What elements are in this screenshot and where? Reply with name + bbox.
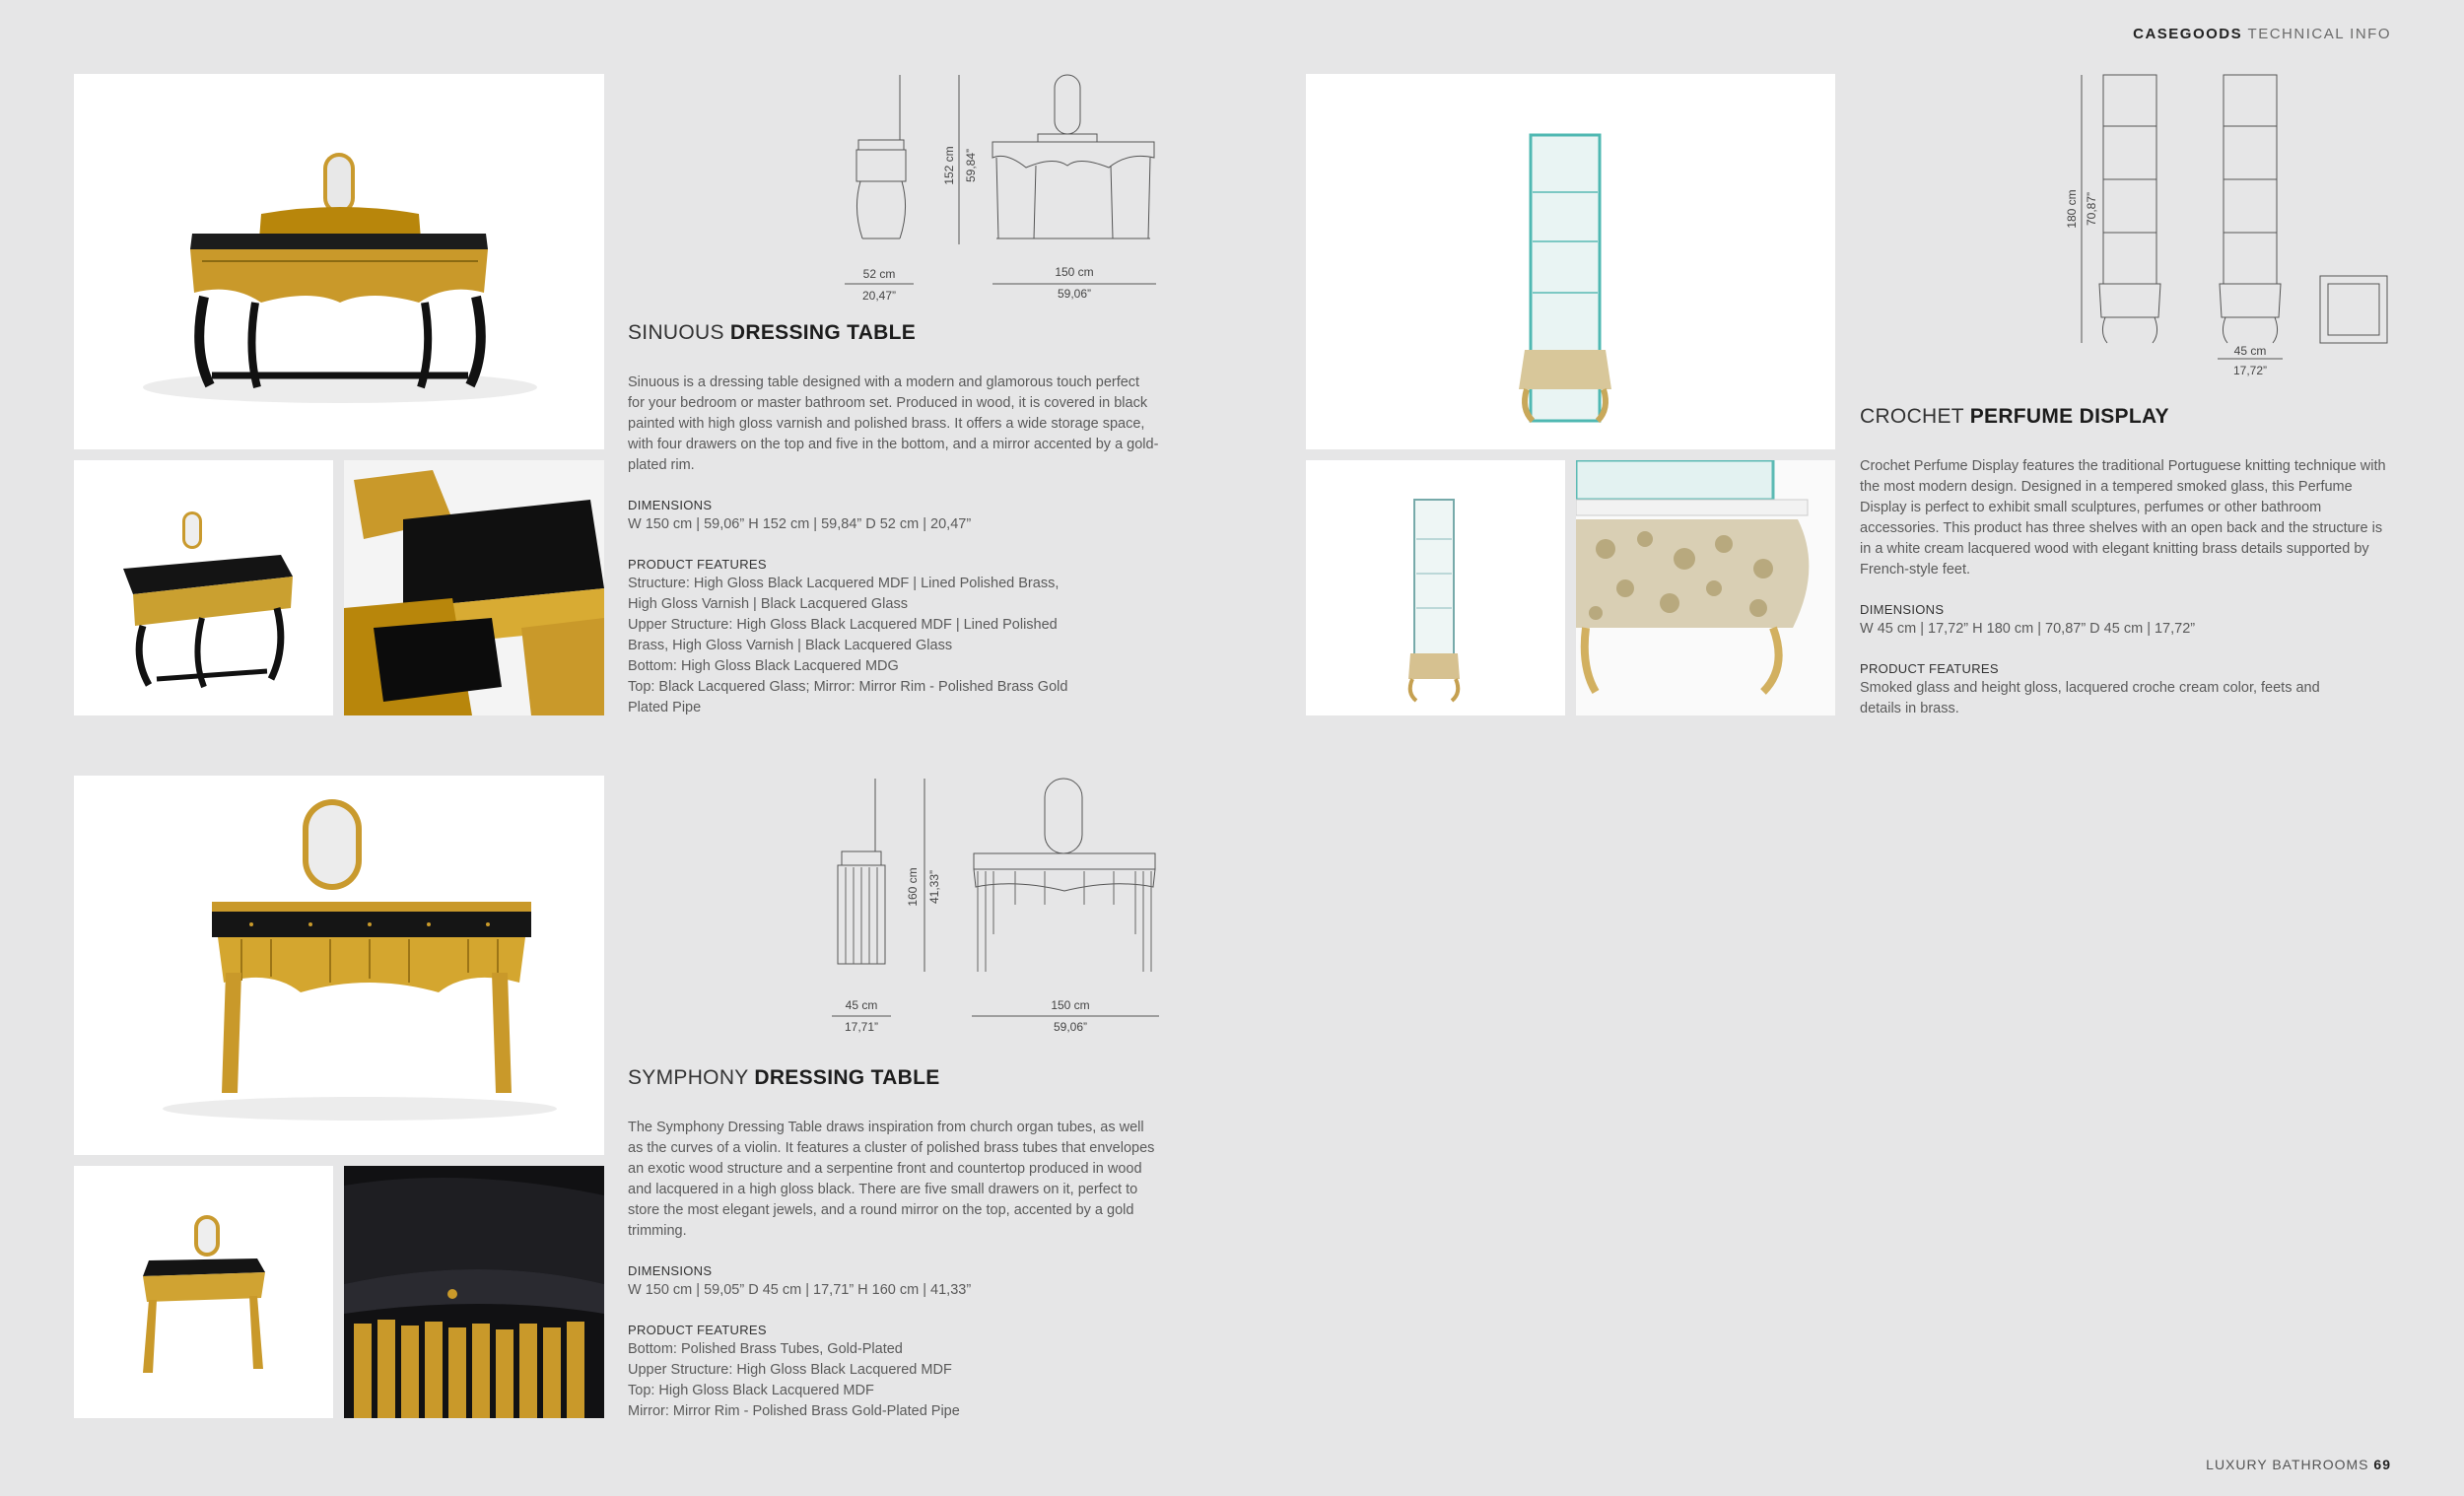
symphony-features-list: [628, 1339, 1160, 1422]
crochet-features-label: PRODUCT FEATURES: [1860, 661, 1999, 676]
crochet-dimensions-label: DIMENSIONS: [1860, 602, 1945, 617]
sinuous-title-light: SINUOUS: [628, 321, 724, 344]
feature-line: Plated Pipe: [628, 700, 702, 715]
sinuous-angle-photo: [74, 460, 333, 715]
crochet-title: [1860, 405, 2392, 429]
symphony-height-cm: 160 cm: [906, 867, 920, 907]
symphony-title-bold: DRESSING TABLE: [754, 1066, 940, 1089]
symphony-small-photo: [74, 1166, 333, 1418]
crochet-dimensions: W 45 cm | 17,72” H 180 cm | 70,87” D 45 cm | 17,72”: [1860, 621, 2196, 637]
feature-line: Smoked glass and height gloss, lacquered croche cream color, feets and: [1860, 680, 2320, 696]
crochet-features-list: [1860, 678, 2392, 719]
symphony-title-light: SYMPHONY: [628, 1066, 749, 1089]
feature-line: Upper Structure: High Gloss Black Lacquered MDF | Lined Polished: [628, 617, 1058, 633]
symphony-info: [628, 1066, 1160, 1422]
sinuous-title-bold: DRESSING TABLE: [729, 321, 917, 344]
feature-line: Bottom: Polished Brass Tubes, Gold-Plated: [628, 1341, 903, 1357]
sinuous-width-in: 59,06”: [1057, 287, 1092, 301]
feature-line: Brass, High Gloss Varnish | Black Lacquered Glass: [628, 638, 953, 653]
crochet-title-light: CROCHET: [1860, 405, 1964, 428]
page-header: [2133, 26, 2391, 42]
feature-line: details in brass.: [1860, 701, 1959, 716]
sinuous-dimensions: W 150 cm | 59,06” H 152 cm | 59,84” D 52 cm | 20,47”: [628, 516, 972, 532]
sinuous-features-label: PRODUCT FEATURES: [628, 557, 767, 572]
crochet-height-in: 70,87”: [2085, 191, 2098, 227]
sinuous-depth-in: 20,47”: [861, 289, 897, 303]
crochet-width-cm: 45 cm: [2233, 344, 2267, 358]
sinuous-height-cm: 152 cm: [942, 146, 956, 185]
sinuous-technical-drawing: [843, 71, 1168, 307]
sinuous-info: [628, 321, 1160, 718]
feature-line: High Gloss Varnish | Black Lacquered Glass: [628, 596, 908, 612]
crochet-detail-photo: [1576, 460, 1835, 715]
symphony-height-in: 41,33”: [927, 869, 941, 905]
crochet-description: Crochet Perfume Display features the traditional Portuguese knitting technique with the most modern design. Designed in a tempered smoked glass, this Perfume Display is perfect to exhibit small sculptures, perfumes or other bathroom accessories. This product has three shelves with an open back and the structure is in a white cream lacquered wood with elegant knitting brass details supported by French-style feet.: [1860, 458, 2386, 578]
page-number: 69: [2373, 1457, 2391, 1472]
header-subsection: TECHNICAL INFO: [2247, 26, 2391, 42]
symphony-width-cm: 150 cm: [1051, 998, 1090, 1012]
crochet-width-in: 17,72”: [2232, 364, 2268, 377]
crochet-height-cm: 180 cm: [2065, 189, 2079, 229]
footer-title: LUXURY BATHROOMS: [2206, 1457, 2369, 1472]
feature-line: Top: Black Lacquered Glass; Mirror: Mirror Rim - Polished Brass Gold: [628, 679, 1068, 695]
feature-line: Top: High Gloss Black Lacquered MDF: [628, 1383, 874, 1398]
symphony-depth-in: 17,71”: [844, 1020, 879, 1034]
page-footer: [2206, 1457, 2391, 1472]
header-section: CASEGOODS: [2133, 26, 2243, 42]
crochet-small-photo: [1306, 460, 1565, 715]
sinuous-detail-photo: [344, 460, 604, 715]
symphony-dimensions-label: DIMENSIONS: [628, 1263, 713, 1278]
sinuous-title: [628, 321, 1160, 345]
sinuous-features-list: [628, 574, 1160, 718]
crochet-main-photo: [1306, 74, 1835, 449]
feature-line: Upper Structure: High Gloss Black Lacquered MDF: [628, 1362, 952, 1378]
symphony-description: The Symphony Dressing Table draws inspiration from church organ tubes, as well as the curves of a violin. It features a cluster of polished brass tubes that envelopes an exotic wood structure and a serpentine front and countertop produced in wood and lacquered in a high gloss black. There are five small drawers on it, perfect to store the most elegant jewels, and a round mirror on the top, accented by a gold trimming.: [628, 1120, 1155, 1239]
symphony-features-label: PRODUCT FEATURES: [628, 1323, 767, 1337]
crochet-title-bold: PERFUME DISPLAY: [1969, 405, 2169, 428]
feature-line: Mirror: Mirror Rim - Polished Brass Gold-Plated Pipe: [628, 1403, 960, 1419]
symphony-dimensions: W 150 cm | 59,05” D 45 cm | 17,71” H 160 cm | 41,33”: [628, 1282, 972, 1298]
sinuous-dimensions-label: DIMENSIONS: [628, 498, 713, 512]
sinuous-depth-cm: 52 cm: [862, 267, 896, 281]
sinuous-height-in: 59,84”: [964, 148, 978, 183]
symphony-title: [628, 1066, 1160, 1090]
symphony-depth-cm: 45 cm: [845, 998, 878, 1012]
symphony-detail-photo: [344, 1166, 604, 1418]
symphony-main-photo: [74, 776, 604, 1155]
sinuous-main-photo: [74, 74, 604, 449]
sinuous-description: Sinuous is a dressing table designed with a modern and glamorous touch perfect for your bedroom or master bathroom set. Produced in wood, it is covered in black painted with high gloss varnish and polished brass. It offers a wide storage space, with four drawers on the top and five in the bottom, and a mirror accented by a gold-plated rim.: [628, 374, 1159, 473]
crochet-info: [1860, 405, 2392, 719]
feature-line: Bottom: High Gloss Black Lacquered MDG: [628, 658, 899, 674]
crochet-technical-drawing: [2060, 71, 2395, 378]
symphony-width-in: 59,06”: [1053, 1020, 1088, 1034]
symphony-technical-drawing: [818, 777, 1173, 1037]
feature-line: Structure: High Gloss Black Lacquered MDF | Lined Polished Brass,: [628, 576, 1060, 591]
sinuous-width-cm: 150 cm: [1055, 265, 1094, 279]
